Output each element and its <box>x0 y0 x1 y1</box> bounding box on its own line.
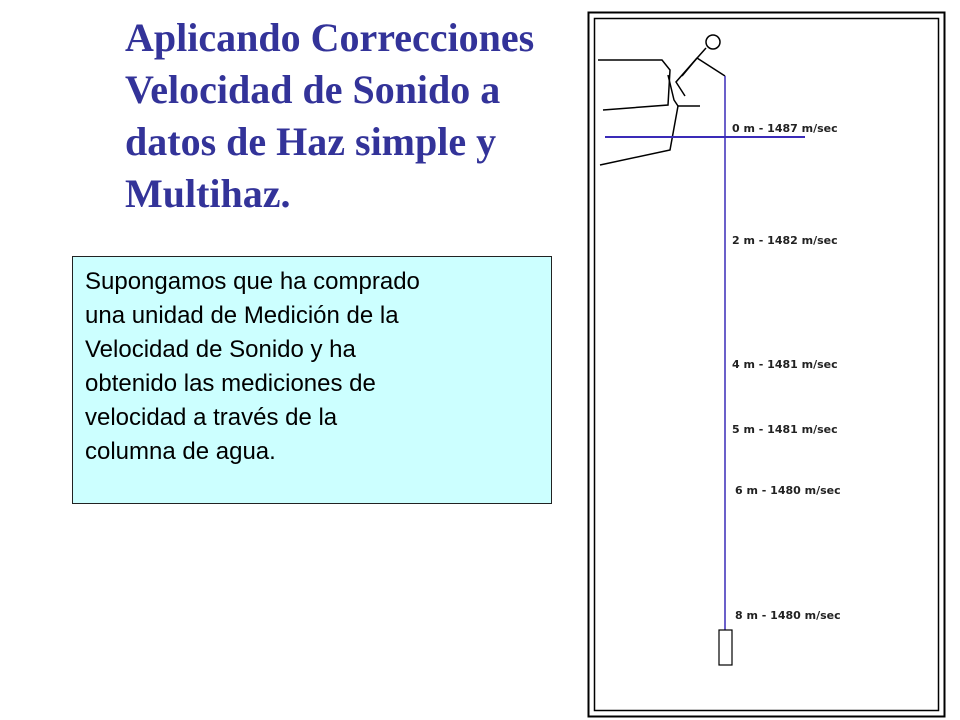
depth-label-0m: 0 m - 1487 m/sec <box>732 122 838 135</box>
description-line-2: una unidad de Medición de la <box>85 302 399 329</box>
depth-label-4m: 4 m - 1481 m/sec <box>732 358 838 371</box>
description-line-5: velocidad a través de la <box>85 404 338 431</box>
description-line-3: Velocidad de Sonido y ha <box>85 336 356 363</box>
depth-label-8m: 8 m - 1480 m/sec <box>735 609 841 622</box>
title-line-4: Multihaz. <box>125 171 291 216</box>
description-line-6: columna de agua. <box>85 438 276 465</box>
title-line-1: Aplicando Correcciones <box>125 15 535 60</box>
depth-label-6m: 6 m - 1480 m/sec <box>735 484 841 497</box>
description-line-4: obtenido las mediciones de <box>85 370 376 397</box>
title-line-2: Velocidad de Sonido a <box>125 67 501 112</box>
title-line-3: datos de Haz simple y <box>125 119 497 164</box>
boat-icon <box>598 60 700 165</box>
probe-icon <box>719 630 732 665</box>
description-line-1: Supongamos que ha comprado <box>85 268 420 295</box>
depth-label-5m: 5 m - 1481 m/sec <box>732 423 838 436</box>
operator-icon <box>676 35 725 96</box>
depth-label-2m: 2 m - 1482 m/sec <box>732 234 838 247</box>
